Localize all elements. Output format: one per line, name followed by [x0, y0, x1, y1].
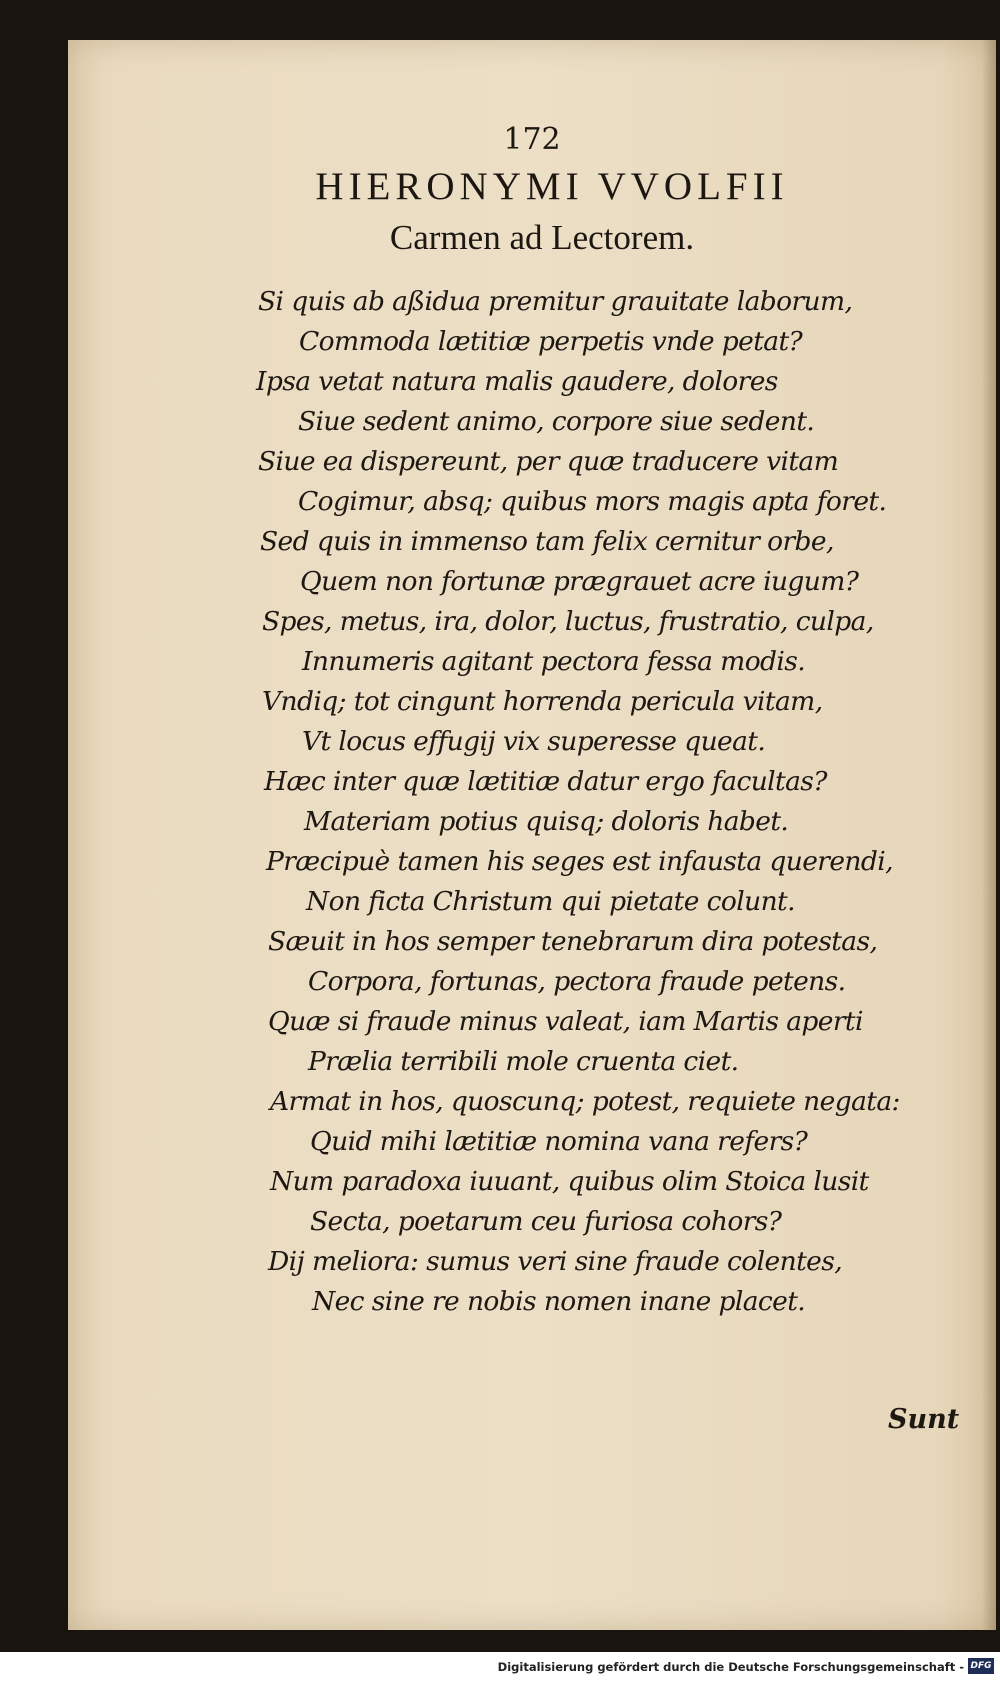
digitization-credit: Digitalisierung gefördert durch die Deutsche Forschungsgemeinschaft -	[497, 1660, 964, 1674]
dfg-logo-icon: DFG	[968, 1658, 994, 1674]
poem-line-17: Sæuit in hos semper tenebrarum dira potestas,	[268, 926, 878, 957]
poem-line-18: Corpora, fortunas, pectora fraude petens.	[308, 966, 846, 997]
poem-line-14: Materiam potius quisq; doloris habet.	[304, 806, 789, 837]
poem-line-19: Quæ si fraude minus valeat, iam Martis aperti	[268, 1006, 863, 1037]
running-title: HIERONYMI VVOLFII	[315, 165, 789, 208]
poem-line-20: Prælia terribili mole cruenta ciet.	[308, 1046, 739, 1077]
poem-line-15: Præcipuè tamen his seges est infausta querendi,	[266, 846, 893, 877]
poem-line-11: Vndiq; tot cingunt horrenda pericula vitam,	[262, 686, 823, 717]
poem-line-5: Siue ea dispereunt, per quæ traducere vitam	[258, 446, 839, 477]
poem-line-10: Innumeris agitant pectora fessa modis.	[302, 646, 806, 677]
poem-line-1: Si quis ab aßidua premitur grauitate laborum,	[258, 286, 853, 317]
poem-line-23: Num paradoxa iuuant, quibus olim Stoica lusit	[270, 1166, 869, 1197]
poem-line-12: Vt locus effugij vix superesse queat.	[302, 726, 766, 757]
footer-bar	[0, 1652, 1000, 1684]
poem-line-13: Hæc inter quæ lætitiæ datur ergo facultas?	[264, 766, 827, 797]
poem-line-22: Quid mihi lætitiæ nomina vana refers?	[310, 1126, 808, 1157]
poem-line-26: Nec sine re nobis nomen inane placet.	[312, 1286, 806, 1317]
poem-line-25: Dij meliora: sumus veri sine fraude colentes,	[268, 1246, 843, 1277]
poem-line-6: Cogimur, absq; quibus mors magis apta foret.	[298, 486, 887, 517]
poem-line-16: Non ficta Christum qui pietate colunt.	[306, 886, 795, 917]
poem-line-9: Spes, metus, ira, dolor, luctus, frustratio, culpa,	[262, 606, 874, 637]
poem-line-3: Ipsa vetat natura malis gaudere, dolores	[256, 366, 778, 397]
poem-body	[68, 40, 996, 1630]
poem-line-7: Sed quis in immenso tam felix cernitur orbe,	[260, 526, 834, 557]
book-page	[68, 40, 996, 1630]
poem-line-2: Commoda lætitiæ perpetis vnde petat?	[299, 326, 803, 357]
poem-title: Carmen ad Lectorem.	[389, 218, 695, 257]
poem-line-21: Armat in hos, quoscunq; potest, requiete negata:	[270, 1086, 900, 1117]
page-number: 172	[503, 122, 561, 157]
poem-line-24: Secta, poetarum ceu furiosa cohors?	[310, 1206, 782, 1237]
catchword: Sunt	[888, 1404, 960, 1435]
poem-line-4: Siue sedent animo, corpore siue sedent.	[298, 406, 815, 437]
poem-line-8: Quem non fortunæ prægrauet acre iugum?	[300, 566, 859, 597]
